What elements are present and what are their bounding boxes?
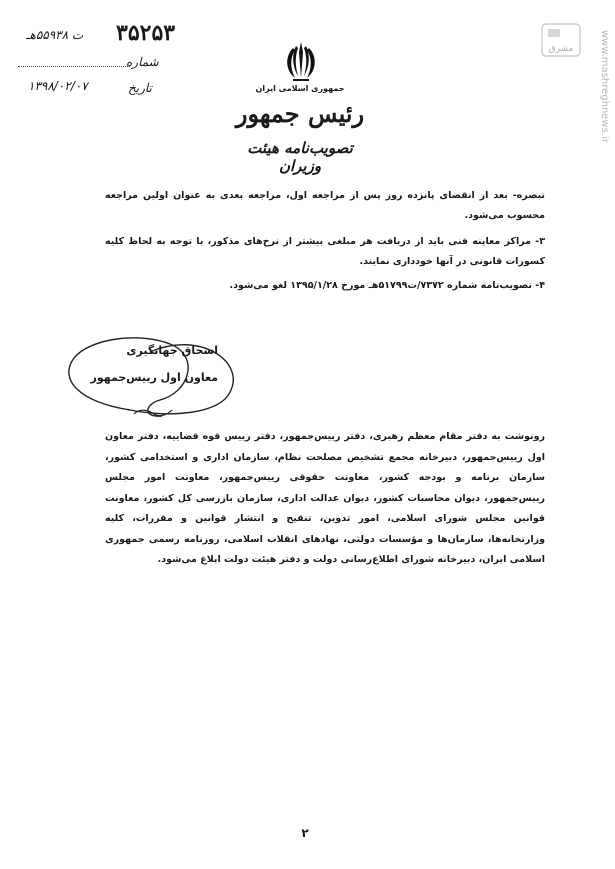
signatory-role: معاون اول رییس‌جمهور [90,371,218,384]
tarikh-label: تاریخ [128,81,152,95]
iran-emblem-icon [281,38,321,84]
president-title: رئیس جمهور [235,99,365,128]
watermark-badge [540,22,582,58]
distribution-paragraph: رونوشت به دفتر مقام معظم رهبری، دفتر رییس‌جمهور، دفتر رییس قوه قضاییه، دفتر معاون اول رییس‌جمهور، دبیرخانه مجمع تشخیص مصلحت نظام، سازمان اداری و استخدامی کشور، سازمان برنامه و بودجه کشور، معاونت حقوقی رییس‌جمهور، معاونت امور مجلس رییس‌جمهور، دیوان محاسبات کشور، دیوان عدالت اداری، سازمان بازرسی کل کشور، معاونت قوانین مجلس شورای اسلامی، امور تدوین، تنقیح و انتشار قوانین و مقررات، کلیه وزارتخانه‌ها، سازمان‌ها و مؤسسات دولتی، نهادهای انقلاب اسلامی، روزنامه رسمی جمهوری اسلامی ایران، دبیرخانه شورای اطلاع‌رسانی دولت و دفتر هیئت دولت ابلاغ می‌شود. [105,431,545,565]
watermark-url: www.mashreghnews.ir [599,30,610,143]
tarikh-value: ۱۳۹۸/۰۲/۰۷ [28,79,88,93]
tabsareh-paragraph: تبصره- بعد از انقضای پانزده روز پس از مراجعه اول، مراجعه بعدی به عنوان اولین مراجعه محسوب می‌شود. [105,190,545,221]
document-ref-number: ت ۵۵۹۳۸هـ [26,28,84,42]
item-3-paragraph: ۳- مراکز معاینه فنی باید از دریافت هر مبلغی بیشتر از نرخ‌های مذکور، با توجه به لحاظ کلیه کسورات قانونی در آنها خودداری نمایند. [105,236,545,267]
resolution-title: تصویب‌نامه هیئت وزیران [247,139,353,175]
document-number: ۳۵۲۵۳ [116,20,176,46]
watermark-badge-text: مشرق [548,44,574,54]
shomareh-label: شماره [126,55,159,69]
republic-title: جمهوری اسلامی ایران [255,84,345,93]
page-number: ۲ [301,826,309,840]
item-4-paragraph: ۴- تصویب‌نامه شماره ۷۳۷۲/ت۵۱۷۹۹هـ مورخ ۱۳۹۵/۱/۲۸ لغو می‌شود. [229,280,545,291]
signatory-name: اسحاق جهانگیری [126,344,218,357]
